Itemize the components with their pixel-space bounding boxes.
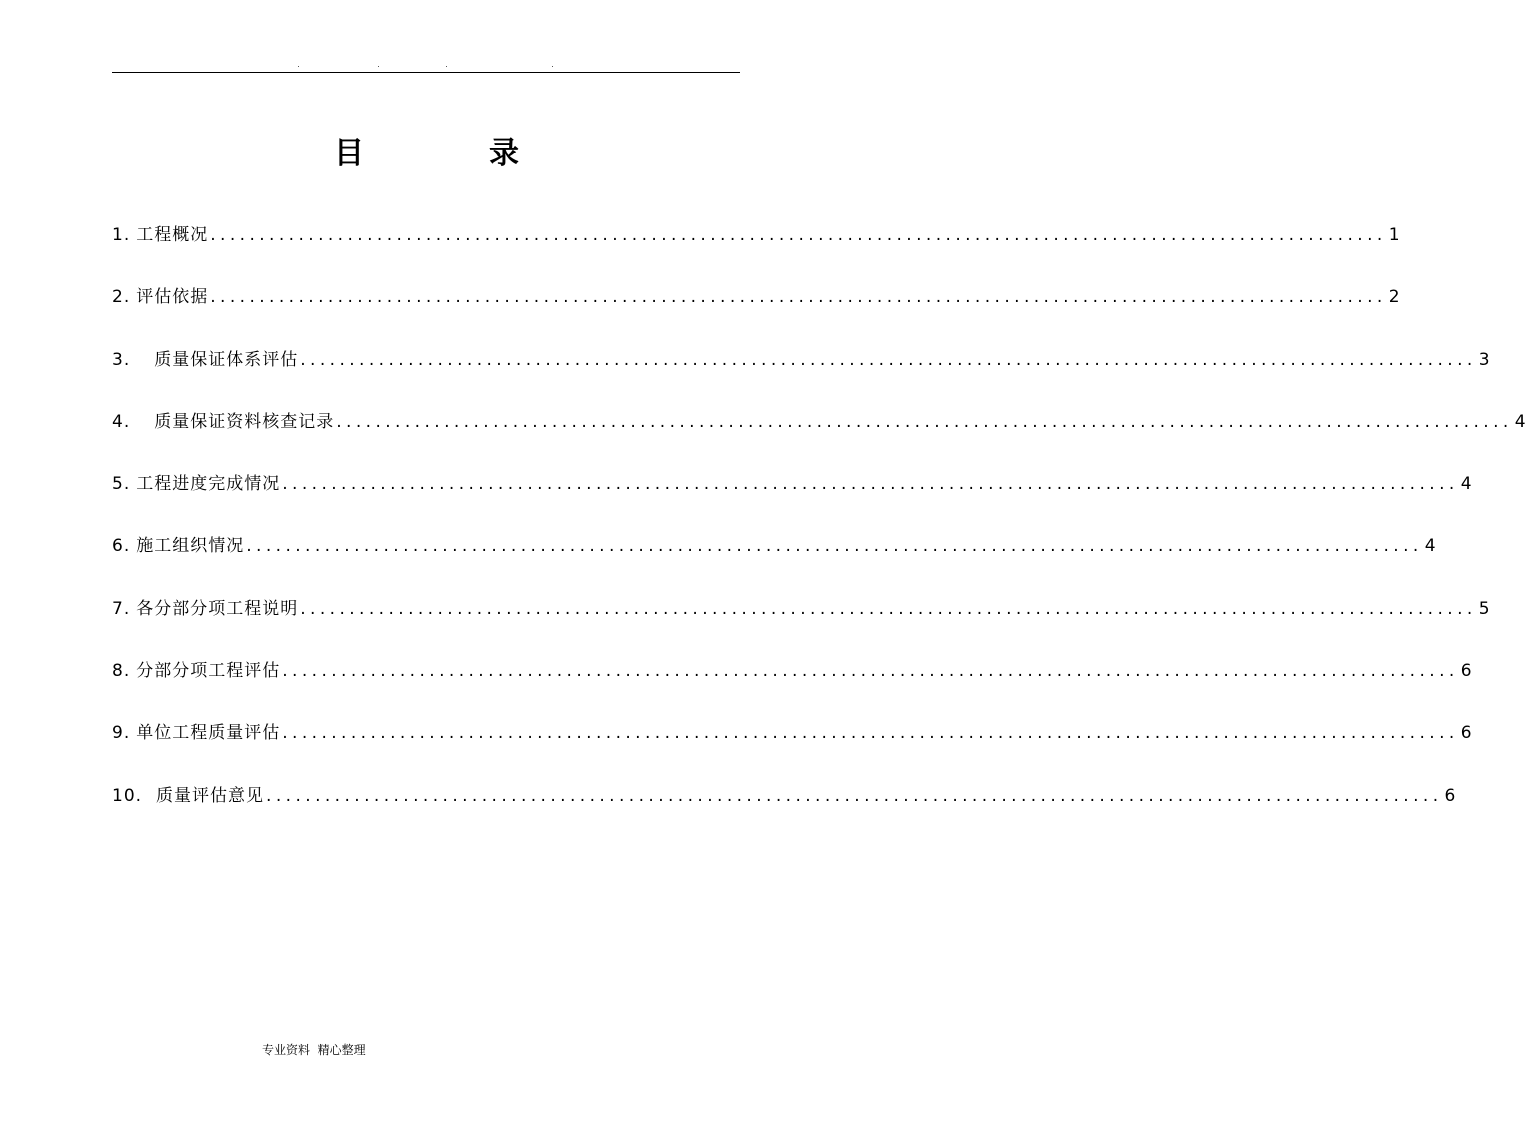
toc-entry-label: 单位工程质量评估 (136, 723, 281, 744)
toc-entry-label: 施工组织情况 (136, 536, 245, 557)
toc-entry-label: 分部分项工程评估 (136, 661, 281, 682)
toc-entry[interactable] (112, 345, 1490, 407)
toc-dot-leader: ........................................................................................................................ (300, 349, 1477, 370)
toc-dot-leader: ........................................................................................................................ (282, 723, 1459, 744)
toc-entry-number: 7. (112, 598, 131, 619)
header-dot (552, 66, 553, 67)
toc-entry[interactable] (112, 531, 1436, 593)
toc-entry-number: 5. (112, 474, 131, 495)
footer-text: 专业资料 精心整理 (262, 1043, 366, 1057)
toc-entry[interactable] (112, 469, 1472, 531)
toc-entry-page-number: 5 (1478, 598, 1490, 619)
toc-dot-leader: ........................................................................................................................ (210, 287, 1387, 308)
toc-entry-page-number: 3 (1478, 349, 1490, 370)
toc-entry-page-number: 6 (1460, 661, 1472, 682)
toc-list (112, 220, 1526, 843)
toc-entry[interactable] (112, 718, 1472, 780)
toc-entry[interactable] (112, 781, 1456, 843)
toc-entry-label: 工程进度完成情况 (136, 474, 281, 495)
toc-entry-page-number: 4 (1424, 536, 1436, 557)
toc-entry-number: 4. (112, 411, 131, 432)
toc-entry-number: 3. (112, 349, 131, 370)
toc-entry-number: 1. (112, 225, 131, 245)
toc-title-char-1: 目 (334, 136, 364, 171)
toc-entry-label: 各分部分项工程说明 (136, 598, 299, 619)
toc-entry-page-number: 6 (1444, 785, 1456, 806)
header-dot (298, 66, 299, 67)
toc-dot-leader: ........................................................................................................................ (282, 661, 1459, 682)
toc-entry-page-number: 2 (1388, 287, 1400, 308)
toc-entry[interactable] (112, 282, 1400, 344)
toc-dot-leader: ........................................................................................................................ (210, 225, 1387, 245)
toc-entry-number: 9. (112, 723, 131, 744)
toc-title (0, 128, 794, 172)
toc-entry-number: 8. (112, 661, 131, 682)
toc-entry-number: 10. (112, 785, 143, 806)
toc-title-char-2: 录 (489, 136, 519, 171)
toc-dot-leader: ........................................................................................................................ (336, 411, 1513, 432)
toc-entry[interactable] (112, 594, 1490, 656)
toc-entry-page-number: 6 (1460, 723, 1472, 744)
toc-entry-label: 工程概况 (136, 225, 209, 245)
toc-entry-page-number: 1 (1388, 225, 1400, 245)
toc-entry-number: 6. (112, 536, 131, 557)
toc-dot-leader: ........................................................................................................................ (300, 598, 1477, 619)
toc-entry-label: 评估依据 (136, 287, 209, 308)
toc-entry-label: 质量保证资料核查记录 (154, 411, 335, 432)
toc-entry[interactable] (112, 407, 1526, 469)
toc-entry[interactable] (112, 656, 1472, 718)
toc-entry[interactable] (112, 220, 1400, 282)
toc-dot-leader: ........................................................................................................................ (282, 474, 1459, 495)
toc-entry-page-number: 4 (1514, 411, 1526, 432)
header-rule (112, 72, 740, 73)
header-dot (446, 66, 447, 67)
toc-dot-leader: ........................................................................................................................ (266, 785, 1443, 806)
toc-dot-leader: ........................................................................................................................ (246, 536, 1423, 557)
toc-entry-label: 质量评估意见 (156, 785, 265, 806)
toc-entry-label: 质量保证体系评估 (154, 349, 299, 370)
toc-entry-page-number: 4 (1460, 474, 1472, 495)
toc-entry-number: 2. (112, 287, 131, 308)
header-marks (112, 62, 740, 72)
header-dot (378, 66, 379, 67)
